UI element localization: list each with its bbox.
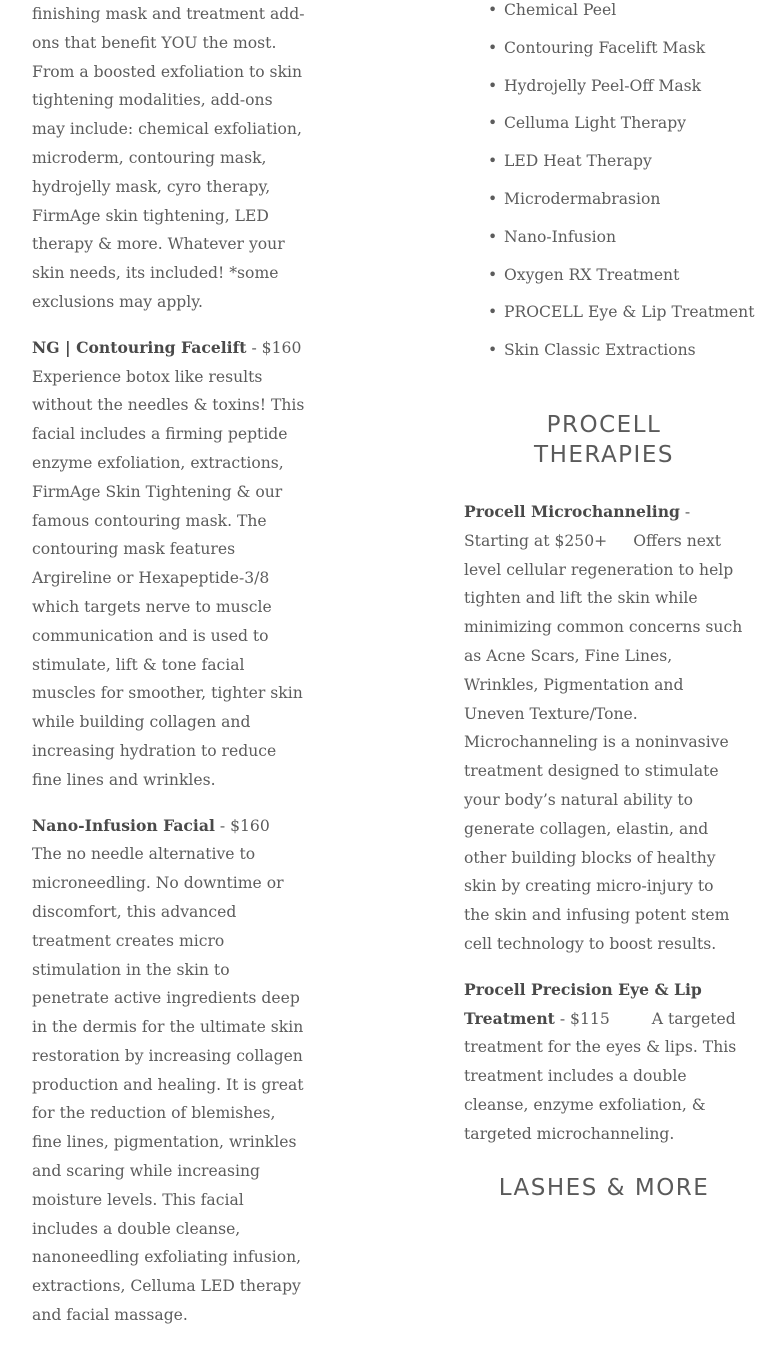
service-name: Procell Microchanneling (464, 501, 680, 521)
treatment-list (488, 0, 768, 370)
service-price: - $160 (246, 338, 302, 357)
service-description: Offers next level cellular regeneration to help tighten and lift the skin while minimizing common concerns such as Acne Scars, Fine Lines, Wrinkles, Pigmentation and Uneven Texture/Tone. Microchanneling is a noninvasive treatment designed to stimulate your body’s natural ability to generate collagen, elastin, and other building blocks of healthy skin by creating micro-injury to the skin and infusing potent stem cell technology to boost results. (464, 531, 743, 953)
service-description: A targeted treatment for the eyes & lips. This treatment includes a double cleanse, enzyme exfoliation, & targeted microchanneling. (464, 1009, 737, 1143)
list-item: • Nano-Infusion (488, 219, 768, 257)
service-price: - $115 (554, 1009, 610, 1028)
list-item: • Hydrojelly Peel-Off Mask (488, 68, 768, 106)
service-contouring-facelift (32, 334, 308, 795)
list-item: • Celluma Light Therapy (488, 105, 768, 143)
service-name: Nano-Infusion Facial (32, 815, 215, 835)
intro-paragraph: finishing mask and treatment add-ons that benefit YOU the most. From a boosted exfoliation to skin tightening modalities, add-ons may include: chemical exfoliation, microderm, contouring mask, hydrojelly mask, cyro therapy, FirmAge skin tightening, LED therapy & more. Whatever your skin needs, its included! *some exclusions may apply. (32, 5, 305, 311)
service-description: Experience botox like results without the needles & toxins! This facial includes a firming peptide enzyme exfoliation, extractions, FirmAge Skin Tightening & our famous contouring mask. The contouring mask features Argireline or Hexapeptide-3/8 which targets nerve to muscle communication and is used to stimulate, lift & tone facial muscles for smoother, tighter skin while building collagen and increasing hydration to reduce fine lines and wrinkles. (32, 367, 305, 789)
service-price: - $160 (214, 816, 270, 835)
service-nano-infusion-facial (32, 812, 308, 1330)
service-name: Procell Precision Eye & Lip Treatment (464, 979, 702, 1028)
service-price: - Starting at $250+ (464, 502, 691, 550)
list-item: • Chemical Peel (488, 0, 768, 30)
list-item: • Oxygen RX Treatment (488, 257, 768, 295)
right-column (464, 0, 755, 1203)
service-procell-microchanneling (464, 498, 744, 959)
list-item: • Microdermabrasion (488, 181, 768, 219)
list-item: • LED Heat Therapy (488, 143, 768, 181)
list-item: • Contouring Facelift Mask (488, 30, 768, 68)
left-column (32, 0, 308, 1347)
list-item: • PROCELL Eye & Lip Treatment (488, 294, 768, 332)
service-procell-eye-lip (464, 976, 744, 1149)
service-name: NG | Contouring Facelift (32, 337, 247, 357)
section-heading-procell: PROCELL THERAPIES (534, 411, 674, 468)
list-item: • Skin Classic Extractions (488, 332, 768, 370)
section-heading-lashes: LASHES & MORE (498, 1174, 710, 1201)
service-description: The no needle alternative to microneedling. No downtime or discomfort, this advanced treatment creates micro stimulation in the skin to penetrate active ingredients deep in the dermis for the ultimate skin restoration by increasing collagen production and healing. It is great for the reduction of blemishes, fine lines, pigmentation, wrinkles and scaring while increasing moisture levels. This facial includes a double cleanse, nanoneedling exfoliating infusion, extractions, Celluma LED therapy and facial massage. (32, 845, 304, 1325)
